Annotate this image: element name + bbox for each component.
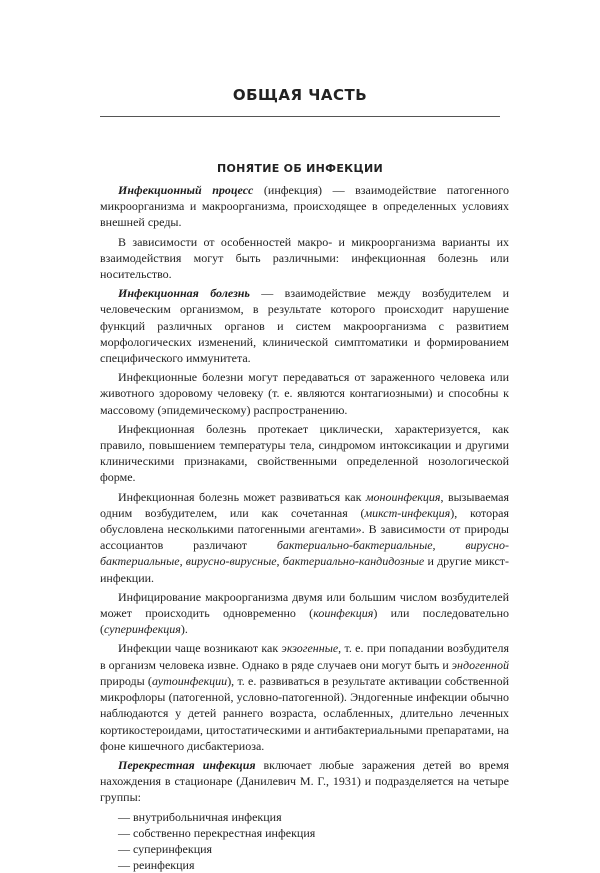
paragraph-text: Инфекции чаще возникают как — [118, 641, 282, 656]
italic-term: суперинфекция — [104, 622, 181, 637]
paragraph-text: — взаимодействие между возбудителем и человеческим организмом, в результате которого происходит нарушение функций различных органов и систем макроорганизма с развитием морфологических изменений, клинической симптоматики и формированием специфического иммунитета. — [100, 286, 509, 366]
paragraph-interaction-variants — [100, 234, 509, 283]
paragraph-text: , т. е. при попадании возбудителя в организм человека извне. Однако в ряде случаев они могут быть и — [100, 641, 510, 672]
paragraph-coinfection — [100, 589, 509, 638]
paragraph-text: Инфекционная болезнь может развиваться как — [118, 489, 366, 504]
list-item: — суперинфекция — [118, 841, 213, 856]
title-divider — [100, 116, 500, 117]
paragraph-text: Инфекционная болезнь протекает циклически, характеризуется, как правило, повышением температуры тела, синдромом интоксикации и другими клиническими признаками, свойственными определенной нозологической форме. — [100, 421, 509, 485]
paragraph-text: В зависимости от особенностей макро- и микроорганизма варианты их взаимодействия могут быть различными: инфекционная болезнь или носительство. — [100, 234, 509, 282]
section-title: ПОНЯТИЕ ОБ ИНФЕКЦИИ — [217, 162, 383, 175]
italic-term: бактериально-бактериальные, вирусно-бактериальные, вирусно-вирусные, бактериально-кандидозные — [100, 538, 509, 569]
paragraph-text: , вызываемая одним возбудителем, или как сочетанная ( — [100, 489, 509, 520]
part-title: ОБЩАЯ ЧАСТЬ — [232, 86, 368, 104]
term: Инфекционная болезнь — [118, 286, 250, 301]
list-item: — реинфекция — [118, 858, 195, 873]
paragraph-cyclic-course — [100, 421, 509, 486]
list-item: — внутрибольничная инфекция — [118, 809, 282, 824]
italic-term: моноинфекция — [365, 489, 441, 504]
italic-term: коинфекция — [313, 606, 374, 621]
paragraph-infectious-disease — [100, 285, 509, 366]
italic-term: аутоинфекции — [151, 673, 228, 688]
paragraph-text: (инфекция) — взаимодействие патогенного микроорганизма и макроорганизма, происходящее в определенных условиях внешней среды. — [100, 183, 509, 230]
paragraph-infectious-process — [100, 182, 509, 231]
italic-term: микст-инфекция — [364, 505, 451, 520]
paragraph-text: ), т. е. развиваться в результате активации собственной микрофлоры (патогенной, условно-патогенной). Эндогенные инфекции обычно наблюдаются у детей раннего возраста, ослабленных, длительно леченных кортикостероидами, цитостатическими и антибактериальными препаратами, на фоне кишечного дисбактериоза. — [100, 673, 509, 753]
italic-term: экзогенные — [281, 641, 339, 656]
paragraph-text: ), которая обусловлена несколькими патогенными агентами». В зависимости от природы ассоциантов различают — [100, 505, 509, 553]
paragraph-text: ) или последовательно ( — [100, 606, 509, 637]
paragraph-text: и другие микст-инфекции. — [100, 554, 510, 585]
paragraph-contagiousness — [100, 369, 509, 418]
term: Перекрестная инфекция — [118, 757, 256, 772]
paragraph-text: природы ( — [100, 673, 152, 688]
paragraph-mono-mixed-infection — [100, 489, 509, 586]
paragraph-cross-infection — [100, 757, 509, 806]
paragraph-text: Инфекционные болезни могут передаваться от зараженного человека или животного здоровому человеку (т. е. являются контагиозными) и способны к массовому (эпидемическому) распространению. — [100, 370, 509, 417]
paragraph-text: включает любые заражения детей во время нахождения в стационаре (Данилевич М. Г., 1931) и подразделяется на четыре группы: — [100, 757, 509, 805]
paragraph-exogenous-endogenous — [100, 640, 509, 753]
term: Инфекционный процесс — [118, 183, 254, 197]
paragraph-text: Инфицирование макроорганизма двумя или большим числом возбудителей может происходить одновременно ( — [100, 589, 509, 621]
italic-term: эндогенной — [451, 657, 509, 672]
list-item: — собственно перекрестная инфекция — [118, 825, 316, 840]
body-text — [100, 182, 509, 873]
paragraph-text: ). — [180, 622, 188, 637]
